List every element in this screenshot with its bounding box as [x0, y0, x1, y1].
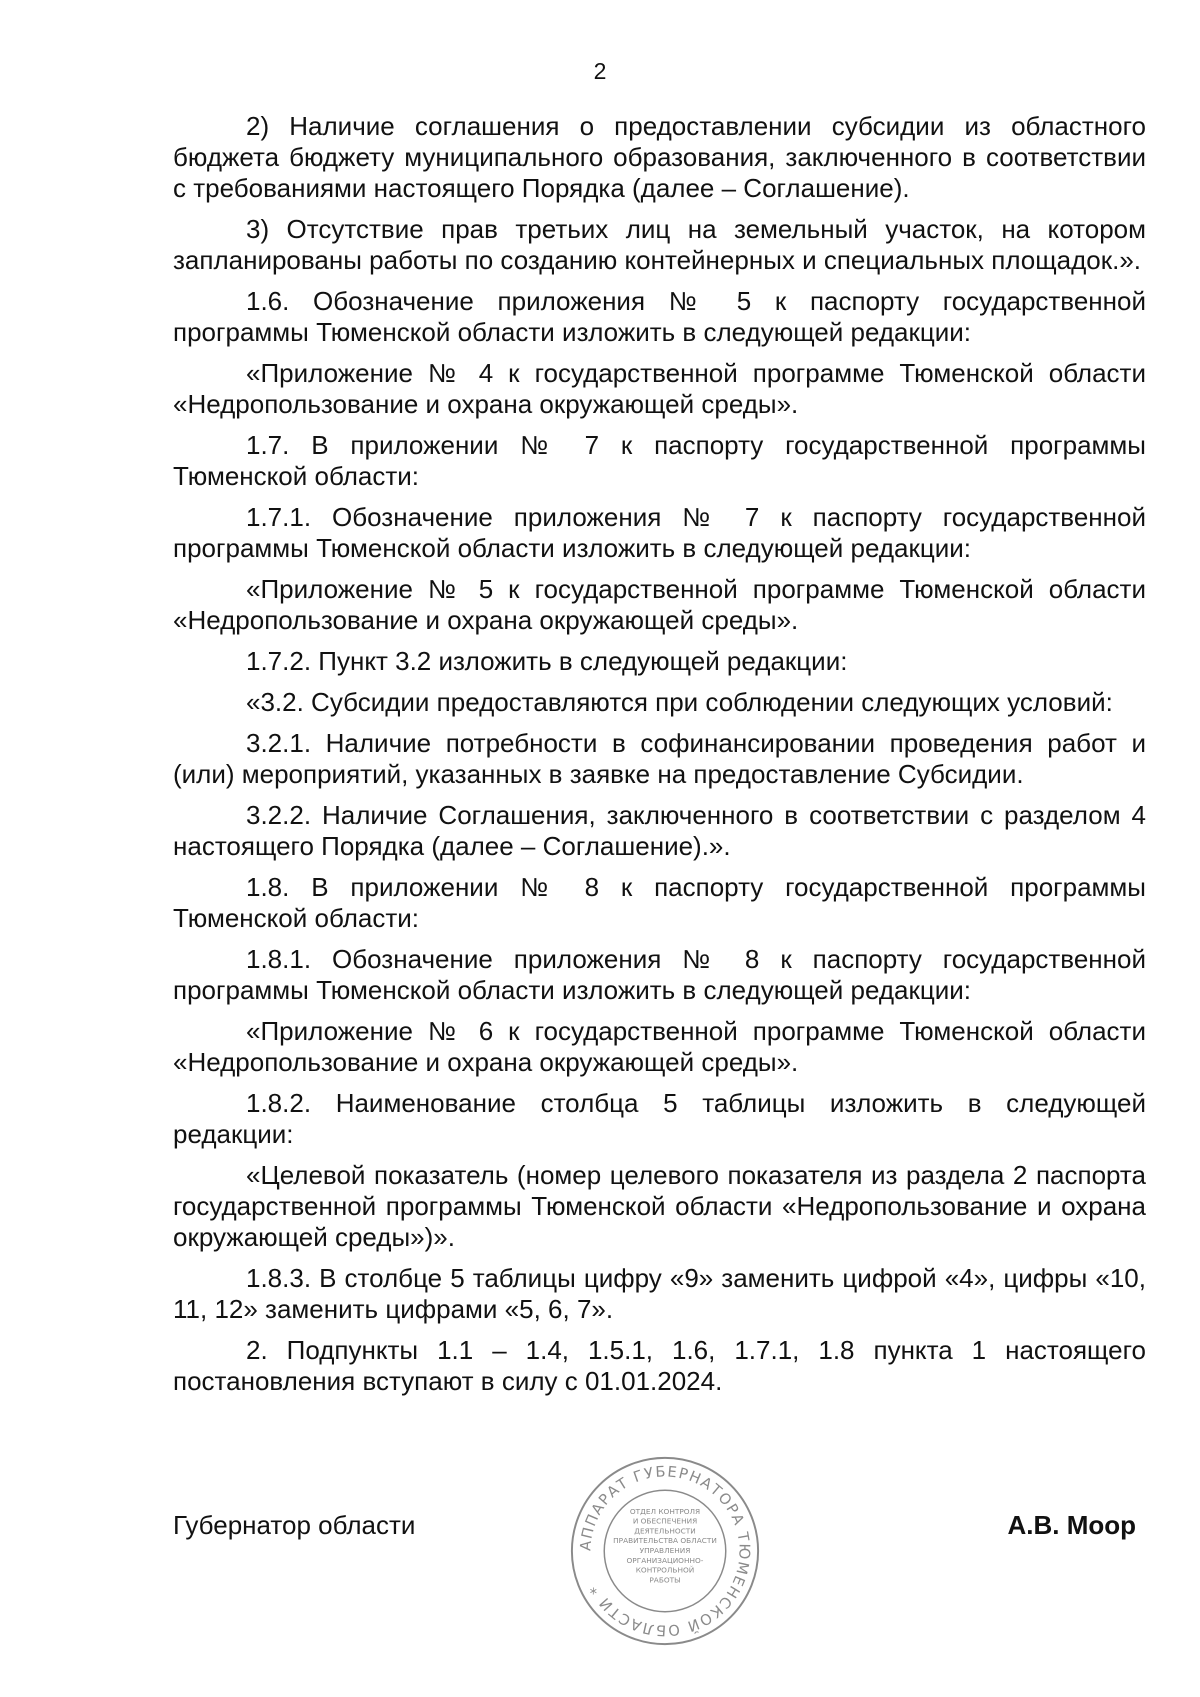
seal-center-line: И ОБЕСПЕЧЕНИЯ — [632, 1516, 698, 1526]
paragraph: 1.7.2. Пункт 3.2 изложить в следующей редакции: — [246, 646, 848, 676]
seal-ring-text: АППАРАТ ГУБЕРНАТОРА ТЮМЕНСКОЙ ОБЛАСТИ * — [577, 1463, 753, 1639]
document-body — [173, 111, 1146, 1407]
paragraph: «3.2. Субсидии предоставляются при соблюдении следующих условий: — [246, 687, 1113, 717]
seal-center-line: ОРГАНИЗАЦИОННО- — [626, 1555, 704, 1565]
paragraph: 1.8.3. В столбце 5 таблицы цифру «9» заменить цифрой «4», цифры «10, 11, 12» заменить цифрами «5, 6, 7». — [173, 1263, 1146, 1324]
paragraph: 1.8.2. Наименование столбца 5 таблицы изложить в следующей редакции: — [173, 1088, 1146, 1149]
seal-center-line: ОТДЕЛ КОНТРОЛЯ — [629, 1506, 701, 1516]
official-seal — [567, 1453, 763, 1649]
paragraph: 1.7. В приложении № 7 к паспорту государственной программы Тюменской области: — [173, 430, 1146, 491]
seal-center-text — [613, 1507, 717, 1585]
paragraph: «Приложение № 6 к государственной программе Тюменской области «Недропользование и охрана окружающей среды». — [173, 1016, 1146, 1077]
paragraph: 3.2.2. Наличие Соглашения, заключенного в соответствии с разделом 4 настоящего Порядка (далее – Соглашение).». — [173, 800, 1146, 861]
paragraph: «Целевой показатель (номер целевого показателя из раздела 2 паспорта государственной программы Тюменской области «Недропользование и охрана окружающей среды»)». — [173, 1160, 1146, 1252]
seal-center-line: УПРАВЛЕНИЯ — [639, 1545, 691, 1555]
paragraph: 2. Подпункты 1.1 – 1.4, 1.5.1, 1.6, 1.7.1, 1.8 пункта 1 настоящего постановления вступают в силу с 01.01.2024. — [173, 1335, 1146, 1396]
signatory-name: А.В. Моор — [1007, 1510, 1136, 1540]
page-number: 2 — [593, 58, 607, 84]
paragraph: «Приложение № 4 к государственной программе Тюменской области «Недропользование и охрана окружающей среды». — [173, 358, 1146, 419]
seal-center-line: РАБОТЫ — [649, 1575, 681, 1585]
paragraph: 3) Отсутствие прав третьих лиц на земельный участок, на котором запланированы работы по созданию контейнерных и специальных площадок.». — [173, 214, 1146, 275]
paragraph: 1.7.1. Обозначение приложения № 7 к паспорту государственной программы Тюменской области изложить в следующей редакции: — [173, 502, 1146, 563]
seal-center-line: КОНТРОЛЬНОЙ — [635, 1565, 695, 1575]
paragraph: 2) Наличие соглашения о предоставлении субсидии из областного бюджета бюджету муниципального образования, заключенного в соответствии с требованиями настоящего Порядка (далее – Соглашение). — [173, 111, 1146, 203]
paragraph: 1.8.1. Обозначение приложения № 8 к паспорту государственной программы Тюменской области изложить в следующей редакции: — [173, 944, 1146, 1005]
paragraph: «Приложение № 5 к государственной программе Тюменской области «Недропользование и охрана окружающей среды». — [173, 574, 1146, 635]
paragraph: 1.6. Обозначение приложения № 5 к паспорту государственной программы Тюменской области изложить в следующей редакции: — [173, 286, 1146, 347]
signatory-title: Губернатор области — [173, 1510, 416, 1540]
seal-center-line: ПРАВИТЕЛЬСТВА ОБЛАСТИ — [613, 1536, 717, 1546]
paragraph: 1.8. В приложении № 8 к паспорту государственной программы Тюменской области: — [173, 872, 1146, 933]
seal-center-line: ДЕЯТЕЛЬНОСТИ — [634, 1526, 696, 1536]
seal-graphic — [567, 1453, 763, 1649]
paragraph: 3.2.1. Наличие потребности в софинансировании проведения работ и (или) мероприятий, указанных в заявке на предоставление Субсидии. — [173, 728, 1146, 789]
